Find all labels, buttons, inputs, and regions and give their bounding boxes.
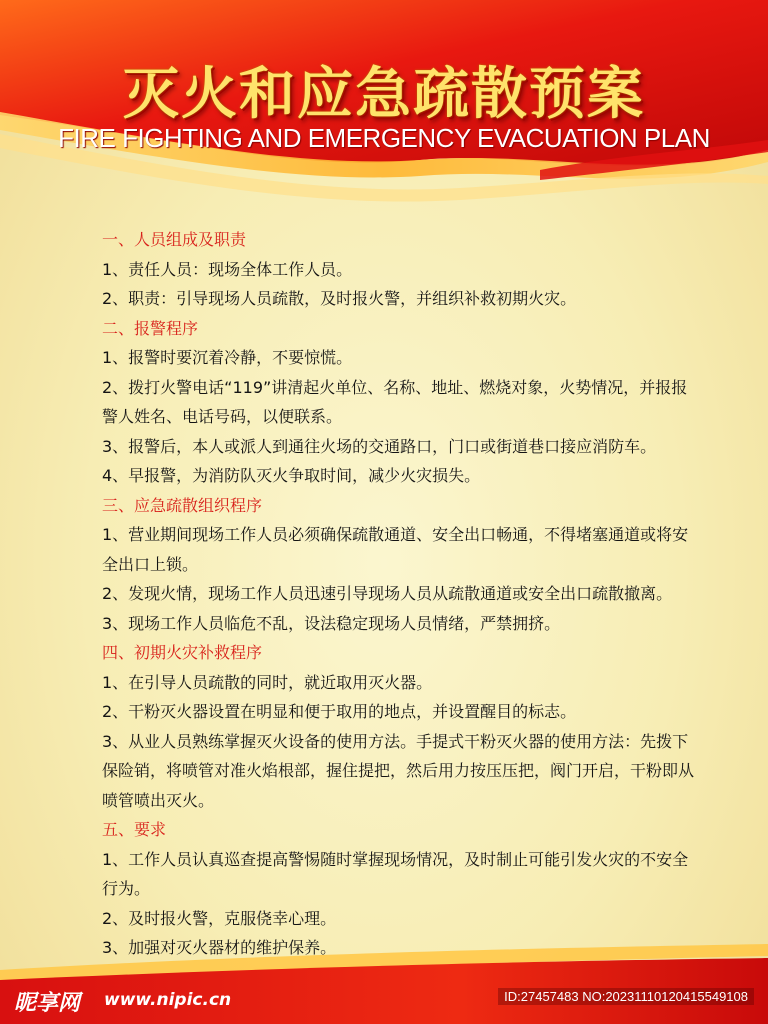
paragraph: 1、营业期间现场工作人员必须确保疏散通道、安全出口畅通，不得堵塞通道或将安全出口上锁。 [102, 525, 689, 574]
paragraph: 2、干粉灭火器设置在明显和便于取用的地点，并设置醒目的标志。 [102, 702, 577, 721]
paragraph: 4、早报警，为消防队灭火争取时间，减少火灾损失。 [102, 466, 481, 485]
paragraph: 2、拨打火警电话“119”讲清起火单位、名称、地址、燃烧对象，火势情况，并报报警人姓名、电话号码，以便联系。 [102, 377, 688, 426]
page-subtitle: FIRE FIGHTING AND EMERGENCY EVACUATION PLAN [58, 123, 710, 153]
watermark-logo: 昵享网 [14, 991, 81, 1016]
section-title: 四、初期火灾补救程序 [102, 643, 263, 662]
paragraph: 3、加强对灭火器材的维护保养。 [102, 938, 337, 957]
paragraph: 3、从业人员熟练掌握灭火设备的使用方法。手提式干粉灭火器的使用方法：先拨下保险销，将喷管对准火焰根部，握住提把，然后用力按压压把，阀门开启，干粉即从喷管喷出灭火。 [102, 731, 695, 810]
image-id-label: ID:27457483 NO:20231110120415549108 [498, 988, 754, 1005]
paragraph: 1、责任人员：现场全体工作人员。 [102, 259, 353, 279]
section-title: 二、报警程序 [102, 318, 199, 338]
document-body [102, 225, 702, 963]
section-4 [102, 638, 702, 815]
paragraph: 2、发现火情，现场工作人员迅速引导现场人员从疏散通道或安全出口疏散撤离。 [102, 584, 673, 603]
section-title: 三、应急疏散组织程序 [102, 495, 263, 515]
paragraph: 1、在引导人员疏散的同时，就近取用灭火器。 [102, 672, 433, 692]
watermark-url: www.nipic.cn [104, 990, 232, 1010]
paragraph: 2、及时报火警，克服侥幸心理。 [102, 908, 337, 928]
paragraph: 1、工作人员认真巡查提高警惕随时掌握现场情况，及时制止可能引发火灾的不安全行为。 [102, 849, 689, 898]
section-1 [102, 225, 702, 314]
page-title: 灭火和应急疏散预案 [123, 61, 645, 127]
paragraph: 1、报警时要沉着冷静，不要惊慌。 [102, 348, 353, 367]
section-title: 五、要求 [102, 820, 167, 839]
paragraph: 3、报警后，本人或派人到通往火场的交通路口，门口或街道巷口接应消防车。 [102, 436, 657, 456]
section-3 [102, 491, 702, 639]
section-title: 一、人员组成及职责 [102, 230, 247, 249]
paragraph: 2、职责：引导现场人员疏散，及时报火警，并组织补救初期火灾。 [102, 289, 577, 308]
section-2 [102, 314, 702, 491]
paragraph: 3、现场工作人员临危不乱，设法稳定现场人员情绪，严禁拥挤。 [102, 613, 561, 633]
